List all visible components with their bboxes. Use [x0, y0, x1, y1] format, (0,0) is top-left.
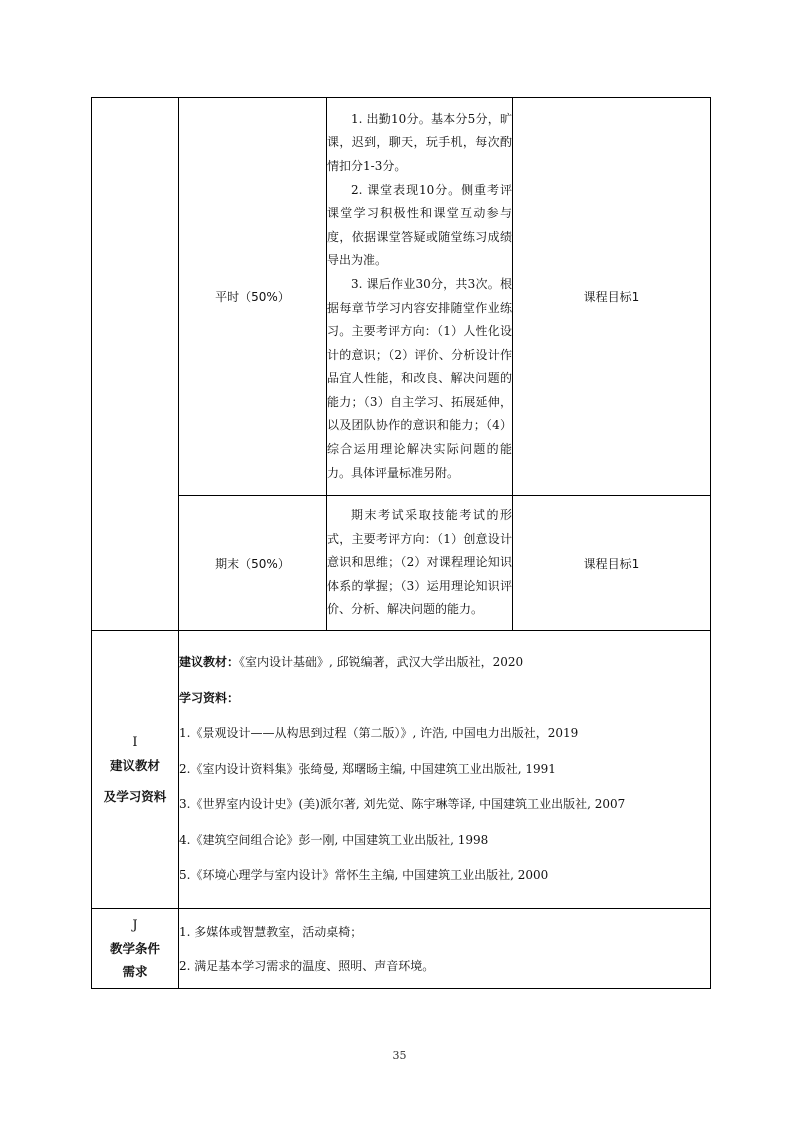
daily-assessment-label: 平时（50%） — [179, 98, 327, 496]
conditions-content — [179, 909, 711, 989]
textbook-value: 《室内设计基础》, 邱锐编著，武汉大学出版社，2020 — [239, 655, 524, 670]
section-i-title-line2: 及学习资料 — [103, 789, 167, 804]
textbook-line — [179, 645, 710, 681]
page-number: 35 — [392, 1049, 407, 1062]
condition-item: 1. 多媒体或智慧教室，活动桌椅； — [179, 924, 363, 939]
section-i-heading — [92, 631, 179, 909]
materials-content — [179, 631, 711, 909]
course-assessment-table — [91, 97, 711, 989]
final-exam-paragraph: 期末考试采取技能考试的形式，主要考评方向：（1）创意设计意识和思维；（2）对课程理论知识体系的掌握；（3）运用理论知识评价、分析、解决问题的能力。 — [327, 508, 512, 617]
assessment-row-daily — [92, 98, 711, 496]
section-j-title-line2: 需求 — [122, 964, 148, 979]
daily-assessment-description — [327, 98, 513, 496]
section-j-title-line1: 教学条件 — [109, 941, 160, 956]
final-assessment-label: 期末（50%） — [179, 496, 327, 631]
daily-course-goal: 课程目标1 — [513, 98, 711, 496]
material-item: 5.《环境心理学与室内设计》常怀生主编, 中国建筑工业出版社, 2000 — [179, 868, 549, 883]
material-item: 1.《景观设计——从构思到过程（第二版）》, 许浩, 中国电力出版社，2019 — [179, 726, 579, 741]
section-j-letter: J — [132, 918, 138, 933]
textbook-label: 建议教材： — [179, 655, 240, 670]
class-performance-paragraph: 2. 课堂表现10分。侧重考评课堂学习积极性和课堂互动参与度，依据课堂答疑或随堂练习成绩导出为准。 — [327, 182, 512, 268]
condition-item: 2. 满足基本学习需求的温度、照明、声音环境。 — [179, 958, 435, 973]
empty-category-cell — [92, 98, 179, 631]
textbooks-row — [92, 631, 711, 909]
section-j-heading — [92, 909, 179, 989]
materials-label: 学习资料： — [179, 690, 240, 705]
teaching-conditions-row — [92, 909, 711, 989]
homework-paragraph: 3. 课后作业30分，共3次。根据每章节学习内容安排随堂作业练习。主要考评方向：（1）人性化设计的意识；（2）评价、分析设计作品宜人性能，和改良、解决问题的能力；（3）自主学习、拓展延伸，以及团队协作的意识和能力；（4）综合运用理论解决实际问题的能力。具体评量标准另附。 — [327, 276, 512, 480]
final-assessment-description — [327, 496, 513, 631]
assessment-row-final — [92, 496, 711, 631]
material-item: 2.《室内设计资料集》张绮曼, 郑曙旸主编, 中国建筑工业出版社, 1991 — [179, 761, 556, 776]
final-course-goal: 课程目标1 — [513, 496, 711, 631]
material-item: 4.《建筑空间组合论》彭一刚, 中国建筑工业出版社, 1998 — [179, 832, 489, 847]
material-item: 3.《世界室内设计史》(美)派尔著, 刘先觉、陈宇琳等译, 中国建筑工业出版社, 2007 — [179, 797, 626, 812]
section-i-title-line1: 建议教材 — [109, 758, 160, 773]
attendance-paragraph: 1. 出勤10分。基本分5分，旷课，迟到，聊天，玩手机，每次酌情扣分1-3分。 — [327, 111, 512, 173]
section-i-letter: I — [132, 735, 138, 750]
